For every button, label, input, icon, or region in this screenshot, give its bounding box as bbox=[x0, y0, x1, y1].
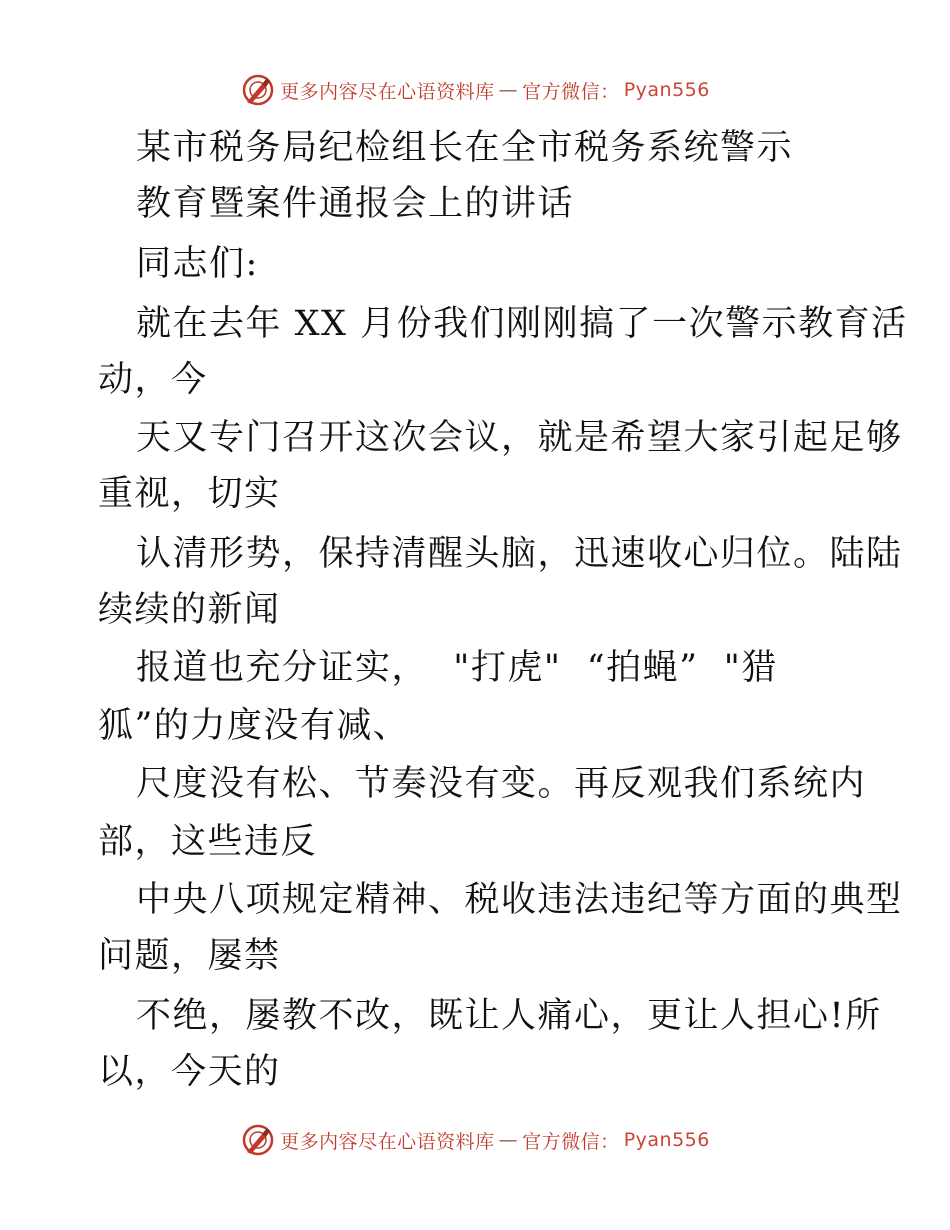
pen-circle-logo-icon bbox=[240, 1122, 276, 1158]
paragraph-line: 不绝，屡教不改，既让人痛心，更让人担心!所 bbox=[136, 996, 882, 1036]
title-line-1: 某市税务局纪检组长在全市税务系统警示 bbox=[136, 128, 794, 168]
paragraph-line: 以，今天的 bbox=[98, 1052, 281, 1092]
paragraph-line: 重视，切实 bbox=[98, 474, 281, 514]
footer-watermark bbox=[0, 1118, 950, 1162]
greeting: 同志们: bbox=[136, 244, 259, 284]
paragraph-line: 中央八项规定精神、税收违法违纪等方面的典型 bbox=[136, 880, 903, 920]
paragraph-line: 报道也充分证实， "打虎" “拍蝇” "猎 bbox=[136, 648, 778, 688]
watermark-separator: — bbox=[498, 79, 519, 101]
paragraph-line: 问题，屡禁 bbox=[98, 936, 281, 976]
paragraph-line: 部，这些违反 bbox=[98, 822, 318, 862]
watermark-site-text: 更多内容尽在心语资料库 bbox=[280, 80, 495, 103]
paragraph-line: 狐”的力度没有减、 bbox=[98, 706, 410, 746]
paragraph-line: 尺度没有松、节奏没有变。再反观我们系统内 bbox=[136, 764, 867, 804]
watermark-site-text: 更多内容尽在心语资料库 bbox=[280, 1130, 495, 1153]
watermark-wechat-id: Pyan556 bbox=[623, 1129, 710, 1151]
watermark-label: 官方微信： bbox=[522, 80, 620, 103]
paragraph-line: 就在去年 XX 月份我们刚刚搞了一次警示教育活 bbox=[136, 304, 908, 344]
watermark-wechat-id: Pyan556 bbox=[623, 79, 710, 101]
watermark-label: 官方微信： bbox=[522, 1130, 620, 1153]
paragraph-line: 动，今 bbox=[98, 360, 208, 400]
watermark-separator: — bbox=[498, 1129, 519, 1151]
paragraph-line: 续续的新闻 bbox=[98, 590, 281, 630]
title-line-2: 教育暨案件通报会上的讲话 bbox=[136, 184, 575, 224]
paragraph-line: 天又专门召开这次会议，就是希望大家引起足够 bbox=[136, 418, 903, 458]
paragraph-line: 认清形势，保持清醒头脑，迅速收心归位。陆陆 bbox=[136, 534, 903, 574]
